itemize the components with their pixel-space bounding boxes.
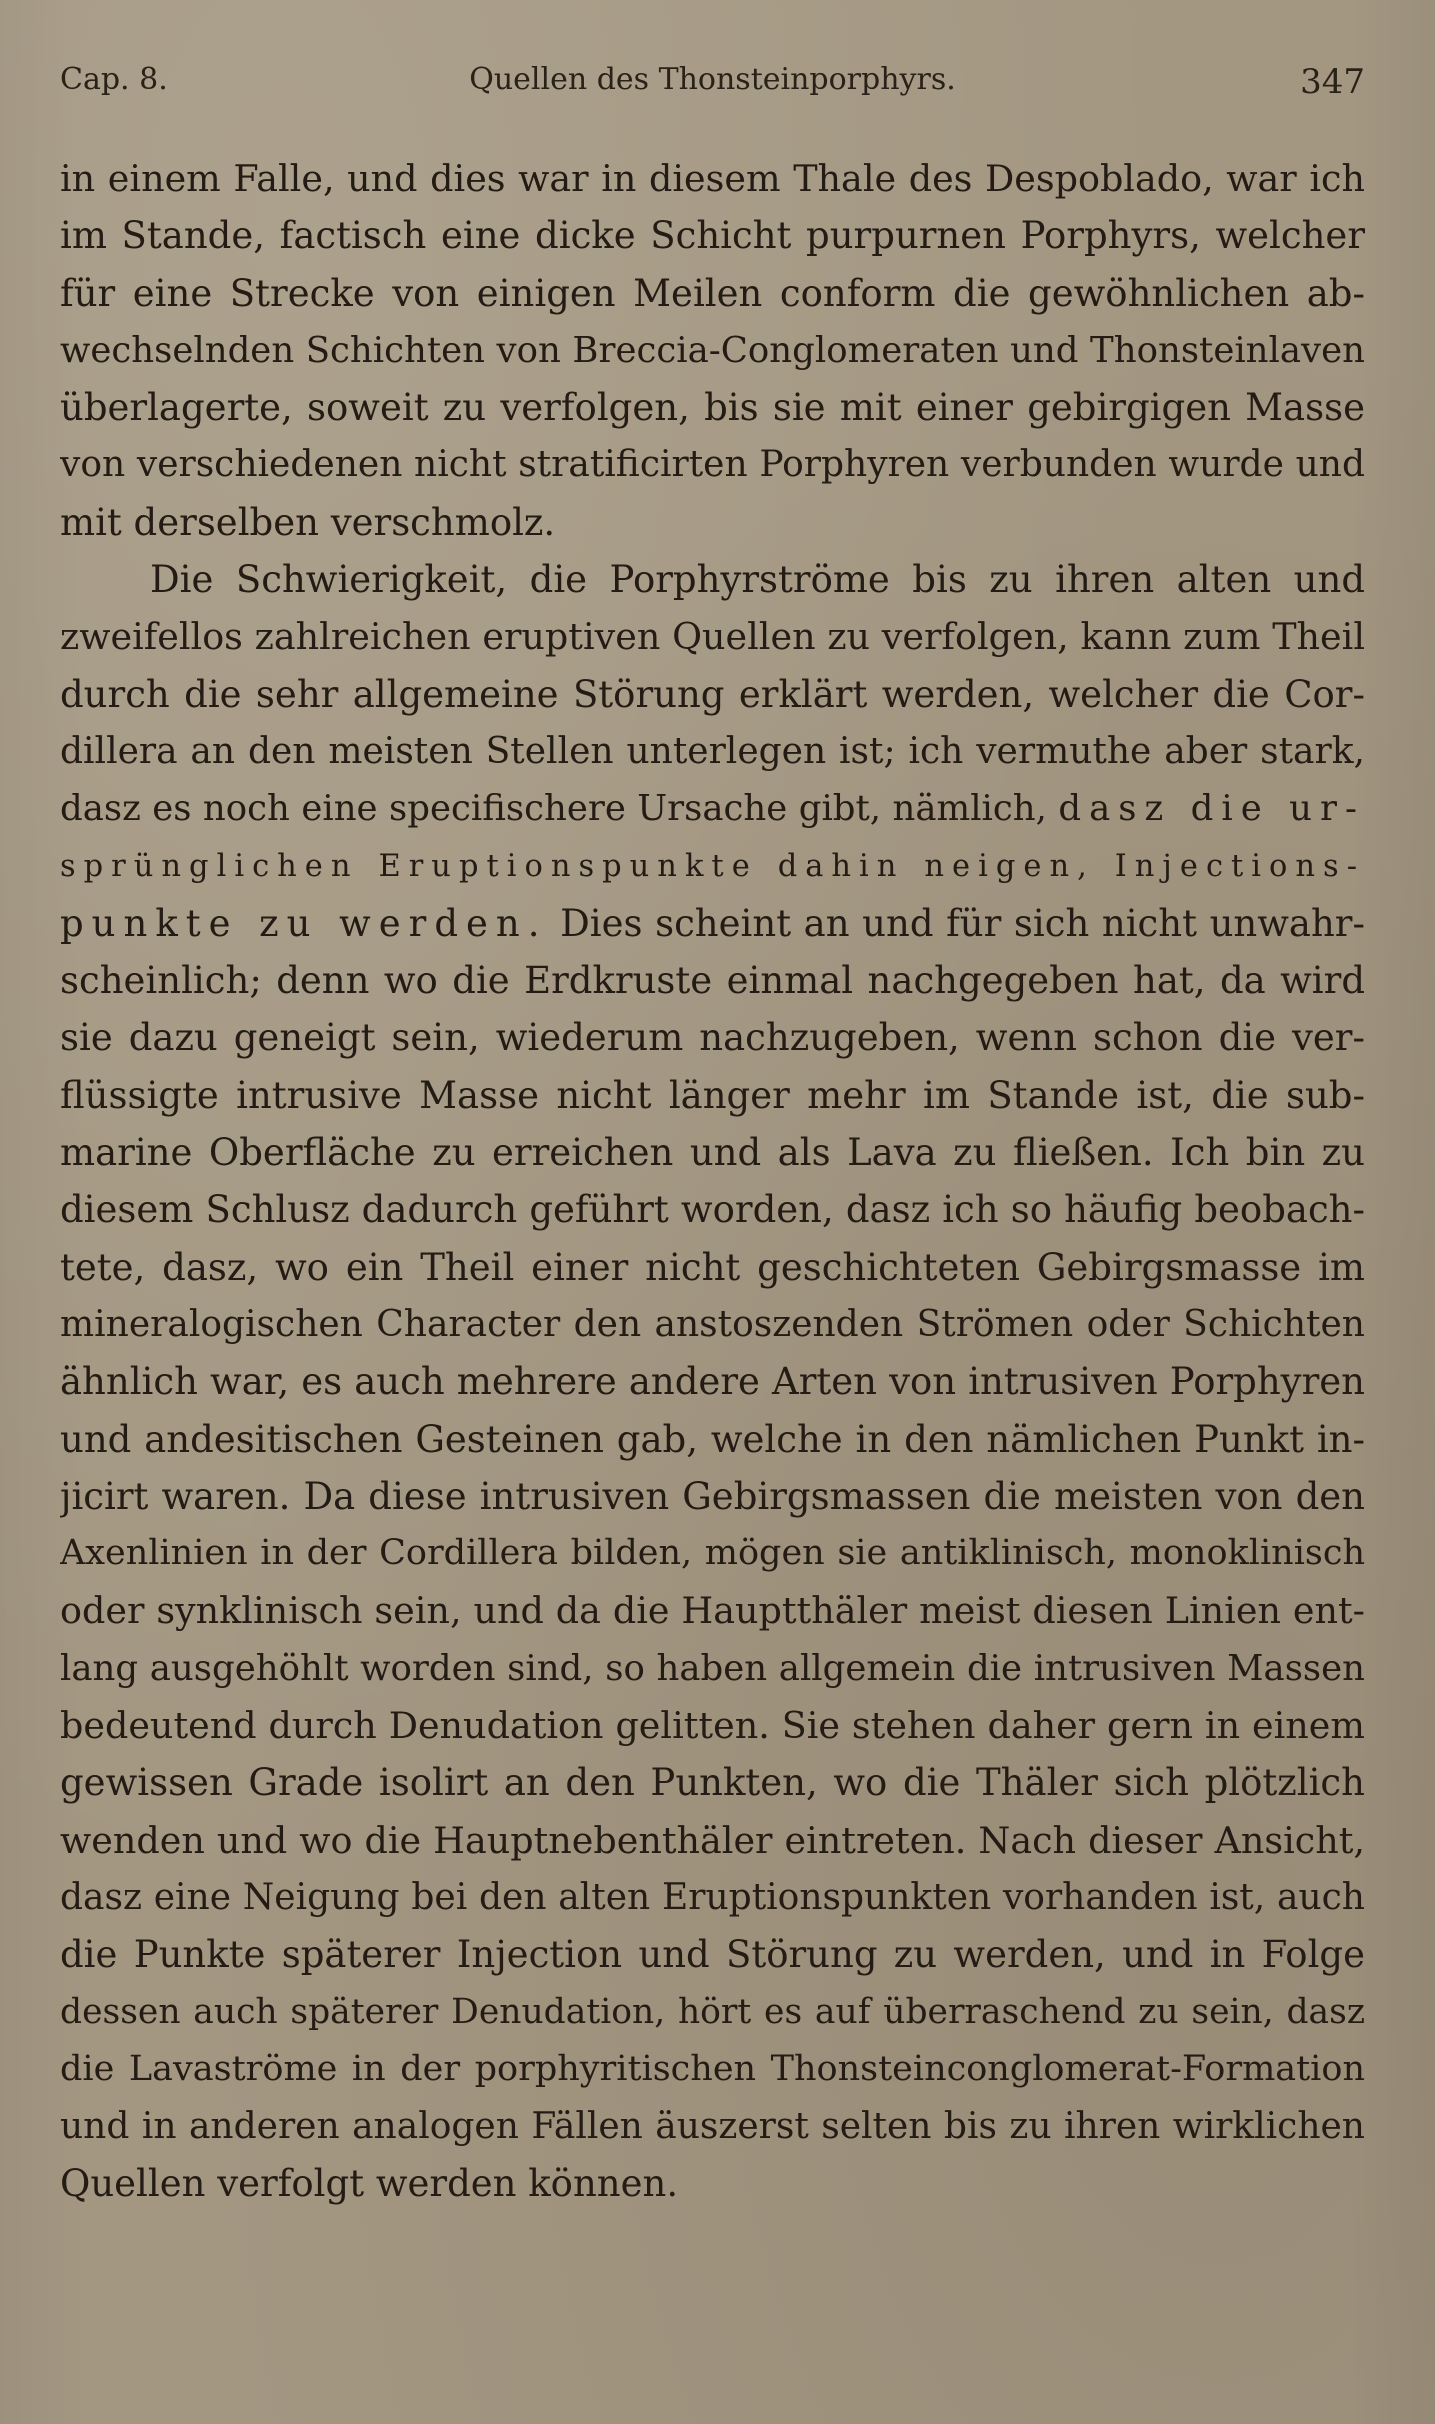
- text-line: für eine Strecke von einigen Meilen conform die gewöhnlichen ab-: [60, 271, 1365, 315]
- page-number: 347: [1300, 62, 1365, 102]
- emphasized-text: punkte zu werden.: [60, 901, 548, 945]
- text-line: bedeutend durch Denudation gelitten. Sie stehen daher gern in einem: [60, 1704, 1365, 1748]
- text-segment: dasz es noch eine specifischere Ursache gibt, nämlich,: [60, 788, 1047, 830]
- text-line: durch die sehr allgemeine Störung erklärt werden, welcher die Cor-: [60, 672, 1365, 716]
- text-line: jicirt waren. Da diese intrusiven Gebirgsmassen die meisten von den: [60, 1474, 1365, 1518]
- text-line: gewissen Grade isolirt an den Punkten, wo die Thäler sich plötzlich: [60, 1761, 1365, 1805]
- text-line: wenden und wo die Hauptnebenthäler eintreten. Nach dieser Ansicht,: [60, 1818, 1365, 1862]
- text-line: mit derselben verschmolz.: [60, 500, 556, 544]
- text-line: diesem Schlusz dadurch geführt worden, dasz ich so häufig beobach-: [60, 1188, 1365, 1232]
- text-line: dillera an den meisten Stellen unterlegen ist; ich vermuthe aber stark,: [60, 730, 1365, 772]
- text-line: mineralogischen Character den anstoszenden Strömen oder Schichten: [60, 1303, 1365, 1345]
- running-head: [60, 62, 1365, 110]
- emphasized-text: dasz die ur-: [1058, 788, 1365, 830]
- text-line: marine Oberfläche zu erreichen und als Lava zu fließen. Ich bin zu: [60, 1131, 1365, 1175]
- text-line: sie dazu geneigt sein, wiederum nachzugeben, wenn schon die ver-: [60, 1016, 1365, 1060]
- text-line: ähnlich war, es auch mehrere andere Arten von intrusiven Porphyren: [60, 1360, 1365, 1404]
- text-line: und andesitischen Gesteinen gab, welche in den nämlichen Punkt in-: [60, 1417, 1365, 1461]
- text-line: von verschiedenen nicht stratificirten Porphyren verbunden wurde und: [60, 444, 1365, 486]
- text-line: die Punkte späterer Injection und Störung zu werden, und in Folge: [60, 1933, 1365, 1977]
- text-line: zweifellos zahlreichen eruptiven Quellen zu verfolgen, kann zum Theil: [60, 615, 1365, 659]
- body-text: [60, 150, 1365, 2213]
- text-line: dessen auch späterer Denudation, hört es auf überraschend zu sein, dasz: [60, 1991, 1365, 2032]
- text-line: [60, 895, 1365, 952]
- text-line: überlagerte, soweit zu verfolgen, bis sie mit einer gebirgigen Masse: [60, 386, 1365, 430]
- text-line: und in anderen analogen Fällen äuszerst selten bis zu ihren wirklichen: [60, 2106, 1365, 2148]
- chapter-label: Cap. 8.: [60, 62, 168, 97]
- text-line: dasz eine Neigung bei den alten Eruptionspunkten vorhanden ist, auch: [60, 1876, 1365, 1918]
- text-line: tete, dasz, wo ein Theil einer nicht geschichteten Gebirgsmasse im: [60, 1245, 1365, 1289]
- emphasized-line: sprünglichen Eruptionspunkte dahin neigen, Injections-: [60, 848, 1365, 884]
- text-line: oder synklinisch sein, und da die Hauptthäler meist diesen Linien ent-: [60, 1589, 1365, 1633]
- text-line: die Lavaströme in der porphyritischen Thonsteinconglomerat-Formation: [60, 2048, 1365, 2089]
- text-line: flüssigte intrusive Masse nicht länger mehr im Stande ist, die sub-: [60, 1073, 1365, 1117]
- text-line: Axenlinien in der Cordillera bilden, mögen sie antiklinisch, monoklinisch: [60, 1533, 1365, 1574]
- text-line: [60, 780, 1365, 837]
- paragraph-start-line: Die Schwierigkeit, die Porphyrströme bis zu ihren alten und: [150, 558, 1365, 602]
- running-title: Quellen des Thonsteinporphyrs.: [469, 62, 956, 97]
- text-line: in einem Falle, und dies war in diesem Thale des Despoblado, war ich: [60, 157, 1365, 200]
- text-line: Quellen verfolgt werden können.: [60, 2162, 679, 2206]
- text-line: im Stande, factisch eine dicke Schicht purpurnen Porphyrs, welcher: [60, 214, 1365, 258]
- text-line: lang ausgehöhlt worden sind, so haben allgemein die intrusiven Massen: [60, 1647, 1365, 1689]
- text-segment: Dies scheint an und für sich nicht unwahr-: [560, 901, 1365, 945]
- text-line: scheinlich; denn wo die Erdkruste einmal nachgegeben hat, da wird: [60, 959, 1365, 1003]
- text-line: wechselnden Schichten von Breccia-Conglomeraten und Thonsteinlaven: [60, 329, 1365, 371]
